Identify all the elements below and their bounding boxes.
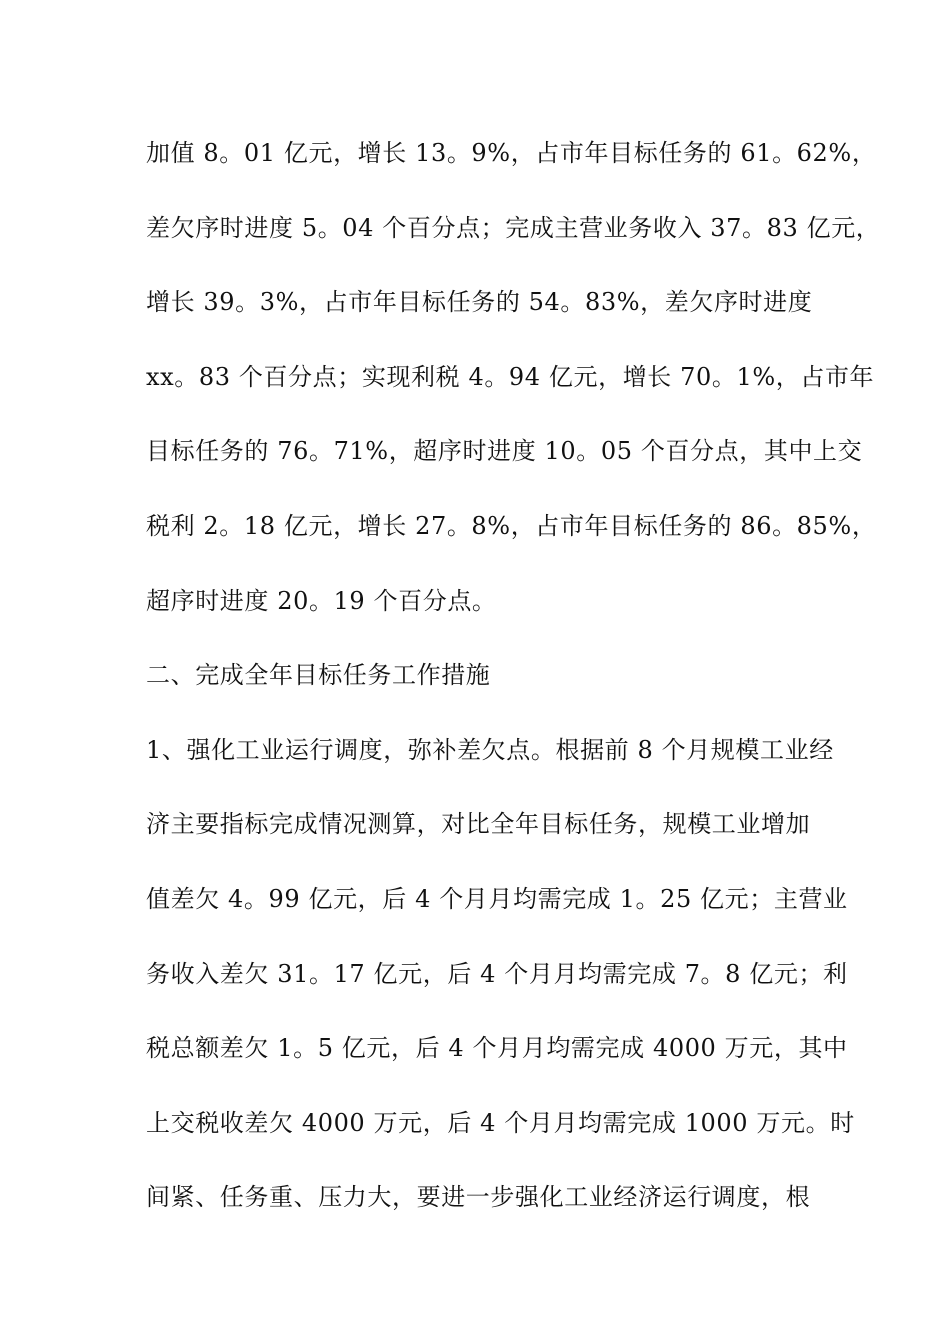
document-body <box>146 133 881 1252</box>
text-line-7: 超序时进度 20。19 个百分点。 <box>146 586 497 615</box>
text-line-10: 济主要指标完成情况测算，对比全年目标任务，规模工业增加 <box>146 810 811 839</box>
section-heading: 二、完成全年目标任务工作措施 <box>146 661 491 690</box>
text-line-6: 税利 2。18 亿元，增长 27。8%，占市年目标任务的 86。85%， <box>146 511 877 540</box>
text-line-15: 间紧、任务重、压力大，要进一步强化工业经济运行调度，根 <box>146 1183 811 1212</box>
text-line-2: 差欠序时进度 5。04 个百分点；完成主营业务收入 37。83 亿元， <box>146 213 881 242</box>
text-line-3: 增长 39。3%，占市年目标任务的 54。83%，差欠序时进度 <box>146 288 813 317</box>
text-line-11: 值差欠 4。99 亿元，后 4 个月月均需完成 1。25 亿元；主营业 <box>146 884 848 913</box>
text-line-4: xx。83 个百分点；实现利税 4。94 亿元，增长 70。1%，占市年 <box>146 362 875 391</box>
text-line-9: 1、强化工业运行调度，弥补差欠点。根据前 8 个月规模工业经 <box>146 735 834 764</box>
text-line-12: 务收入差欠 31。17 亿元，后 4 个月月均需完成 7。8 亿元；利 <box>146 959 848 988</box>
text-line-5: 目标任务的 76。71%，超序时进度 10。05 个百分点，其中上交 <box>146 437 863 466</box>
text-line-14: 上交税收差欠 4000 万元，后 4 个月月均需完成 1000 万元。时 <box>146 1108 855 1137</box>
text-line-1: 加值 8。01 亿元，增长 13。9%，占市年目标任务的 61。62%， <box>146 139 877 167</box>
text-line-13: 税总额差欠 1。5 亿元，后 4 个月月均需完成 4000 万元，其中 <box>146 1034 848 1063</box>
